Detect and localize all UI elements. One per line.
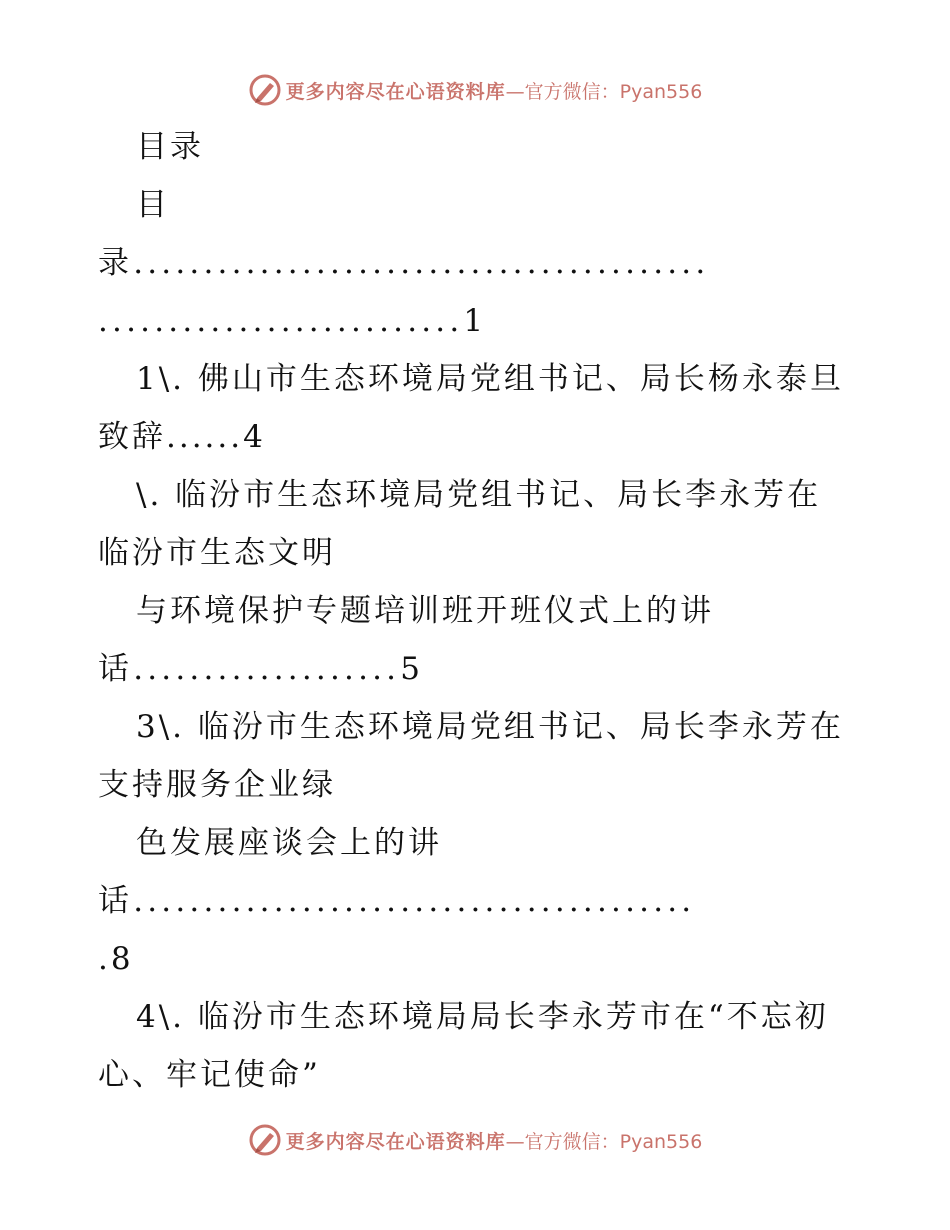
toc-line: 话...................5 [98,651,425,687]
pen-logo-icon [248,73,282,107]
header-watermark [0,70,950,110]
toc-entry-3: 3\. 临汾市生态环境局党组书记、局长李永芳在 [136,709,844,745]
header-official-text: —官方微信：Pyan556 [505,80,703,103]
toc-line: 心、牢记使命” [98,1057,321,1093]
toc-line: 临汾市生态文明 [98,535,336,571]
toc-line: 色发展座谈会上的讲 [136,825,442,861]
header-brand-text: 更多内容尽在心语资料库 [285,80,506,103]
toc-line: 话........................................ [98,883,696,919]
toc-entry-1: 1\. 佛山市生态环境局党组书记、局长杨永泰旦 [136,361,844,397]
toc-line: 致辞......4 [98,419,266,455]
footer-watermark [0,1120,950,1160]
toc-entry-4: 4\. 临汾市生态环境局局长李永芳市在“不忘初 [136,999,829,1035]
toc-content [98,118,858,1104]
footer-brand-text: 更多内容尽在心语资料库 [285,1130,506,1153]
toc-line: .8 [98,941,134,977]
toc-entry-2: \. 临汾市生态环境局党组书记、局长李永芳在 [136,477,822,513]
toc-line: 支持服务企业绿 [98,767,336,803]
toc-line: 目 [136,187,170,223]
toc-line: ..........................1 [98,303,488,339]
pen-logo-icon [248,1123,282,1157]
toc-title: 目录 [136,129,204,165]
toc-line: 与环境保护专题培训班开班仪式上的讲 [136,593,714,629]
footer-official-text: —官方微信：Pyan556 [505,1130,703,1153]
toc-line: 录......................................... [98,245,710,281]
